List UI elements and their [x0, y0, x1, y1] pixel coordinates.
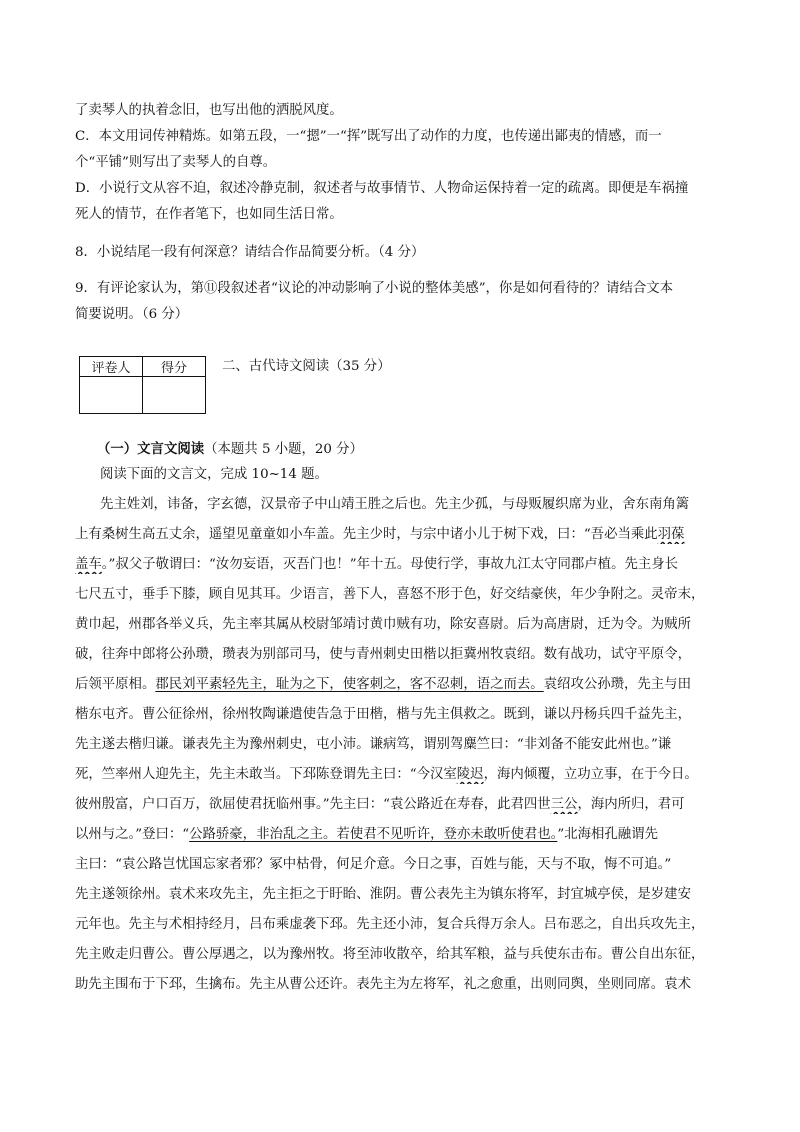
option-c-line2: 个“平铺”则写出了卖琴人的自尊。: [75, 155, 277, 170]
passage-line: 元年也。先主与术相持经月，吕布乘虚袭下邳。先主还小沛，复合兵得万余人。吕布恶之，自出兵攻先主，: [75, 917, 705, 932]
question-8: 8．小说结尾一段有何深意？请结合作品简要分析。（4 分）: [75, 245, 425, 260]
reviewer-cell[interactable]: [80, 377, 143, 414]
underlined-sentence: 公路骄豪，非治乱之主。若使君不见听许，登亦未敢听使君也。: [189, 827, 558, 842]
score-cell[interactable]: [143, 377, 206, 414]
passage-line: 以州与之。”登曰：“公路骄豪，非治乱之主。若使君不见听许，登亦未敢听使君也。”北海相孔融谓先: [75, 827, 658, 842]
score-table: [79, 356, 206, 414]
sub-section-note: （本题共 5 小题，20 分）: [204, 442, 363, 457]
reading-instruction: 阅读下面的文言文，完成 10~14 题。: [100, 467, 328, 482]
passage-line: 上有桑树生高五丈余，遥望见童童如小车盖。先主少时，与宗中诸小儿于树下戏，曰：“吾必当乘此羽葆: [75, 527, 685, 542]
passage-line: 先主败走归曹公。曹公厚遇之，以为豫州牧。将至沛收散卒，给其军粮，益与兵使东击布。曹公自出东征，: [75, 947, 705, 962]
passage-line: 助先主围布于下邳，生擒布。先主从曹公还许。表先主为左将军，礼之愈重，出则同舆，坐则同席。袁术: [75, 977, 691, 992]
passage-line: 楷东屯齐。曹公征徐州，徐州牧陶谦遣使告急于田楷，楷与先主俱救之。既到，谦以丹杨兵四千益先主，: [75, 707, 691, 722]
annotated-term: 陵迟: [456, 767, 484, 782]
annotated-term: 盖车: [75, 557, 102, 572]
passage-line: 盖车。”叔父子敬谓曰：“汝勿妄语，灭吾门也！”年十五。母使行学，事故九江太守同郡卢植。先主身长: [75, 557, 679, 572]
option-c-line1: C．本文用词传神精炼。如第五段，一“摁”一“挥”既写出了动作的力度，也传递出鄙夷的情感，而一: [75, 129, 662, 144]
passage-line: 先主姓刘，讳备，字玄德，汉景帝子中山靖王胜之后也。先主少孤，与母贩履织席为业，舍东南角篱: [100, 497, 690, 512]
option-b-tail: 了卖琴人的执着念旧，也写出他的洒脱风度。: [75, 103, 343, 118]
annotated-term: 羽葆: [657, 527, 685, 542]
option-d-line1: D．小说行文从容不迫，叙述冷静克制，叙述者与故事情节、人物命运保持着一定的疏离。即便是车祸撞: [75, 181, 689, 196]
reviewer-header: 评卷人: [80, 357, 143, 377]
passage-line: 先主遂去楷归谦。谦表先主为豫州刺史，屯小沛。谦病笃，谓别驾麋竺曰：“非刘备不能安此州也。”谦: [75, 737, 672, 752]
underlined-sentence: 郡民刘平素轻先主，耻为之下，使客刺之，客不忍刺，语之而去。: [155, 677, 544, 692]
section-title: 二、古代诗文阅读（35 分）: [222, 359, 391, 374]
passage-line: 先主遂领徐州。袁术来攻先主，先主拒之于盱眙、淮阴。曹公表先主为镇东将军，封宜城亭侯，是岁建安: [75, 887, 691, 902]
question-9-line1: 9．有评论家认为，第⑪段叙述者“议论的冲动影响了小说的整体美感”，你是如何看待的？请结合文本: [75, 281, 674, 296]
sub-section-title: （一）文言文阅读: [97, 441, 205, 457]
passage-line: 黄巾起，州郡各举义兵，先主率其属从校尉邹靖讨黄巾贼有功，除安喜尉。后为高唐尉，迁为令。为贼所: [75, 617, 691, 632]
passage-line: 主曰：“袁公路岂忧国忘家者邪？冢中枯骨，何足介意。今日之事，百姓与能，天与不取，悔不可追。”: [75, 857, 672, 872]
passage-line: 彼州殷富，户口百万，欲屈使君抚临州事。”先主曰：“袁公路近在寿春，此君四世三公，海内所归，君可: [75, 797, 685, 812]
annotated-term: 三公: [550, 797, 578, 812]
passage-line: 死，竺率州人迎先主，先主未敢当。下邳陈登谓先主曰：“今汉室陵迟，海内倾覆，立功立事，在于今日。: [75, 767, 698, 782]
passage-line: 七尺五寸，垂手下膝，顾自见其耳。少语言，善下人，喜怒不形于色，好交结豪侠，年少争附之。灵帝末，: [75, 587, 705, 602]
score-header: 得分: [143, 357, 206, 377]
passage-line: 破，往奔中郎将公孙瓒，瓒表为别部司马，使与青州刺史田楷以拒冀州牧袁绍。数有战功，试守平原令，: [75, 647, 691, 662]
sub-section-heading: [97, 440, 727, 459]
option-d-line2: 死人的情节，在作者笔下，也如同生活日常。: [75, 207, 343, 222]
question-9-line2: 简要说明。（6 分）: [75, 307, 189, 322]
passage-line: 后领平原相。郡民刘平素轻先主，耻为之下，使客刺之，客不忍刺，语之而去。袁绍攻公孙瓒，先主与田: [75, 677, 691, 692]
